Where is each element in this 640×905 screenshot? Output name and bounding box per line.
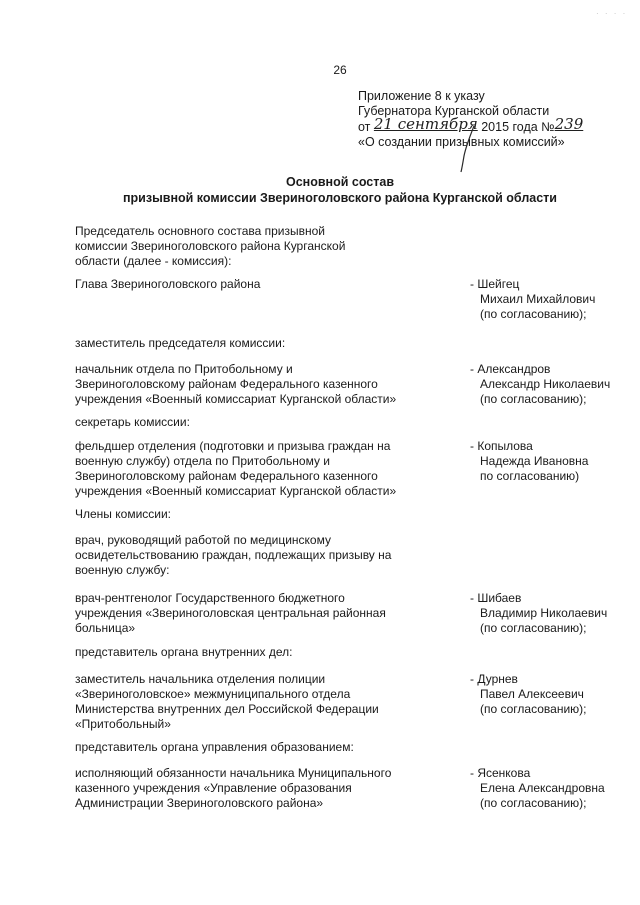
list-item-doctor (75, 591, 615, 636)
list-item-secretary (75, 439, 615, 499)
police-label: представитель органа внутренних дел: (75, 645, 293, 659)
person-block (470, 766, 615, 811)
handwritten-date: 21 сентября (373, 115, 478, 133)
person-name: Владимир Николаевич (480, 606, 608, 620)
person-block (470, 362, 615, 407)
appendix-line-3 (358, 115, 628, 135)
position-text: фельдшер отделения (подготовки и призыва граждан на военную службу) отдела по Притобольному и Звериноголовскому районам Федерального казенного учреждения «Военный комиссариат Курганской области» (75, 439, 397, 498)
appendix-line-4: «О создании призывных комиссий» (358, 135, 565, 149)
scan-marks: · · · · (596, 9, 628, 18)
commission-list (75, 224, 615, 811)
list-item-chairman (75, 277, 615, 322)
person-surname: - Ясенкова (470, 766, 531, 780)
person-note: (по согласованию); (480, 702, 587, 716)
list-item-deputy (75, 362, 615, 407)
position-text: врач-рентгенолог Государственного бюджетного учреждения «Звериноголовская центральная районная больница» (75, 591, 386, 635)
person-note: (по согласованию); (480, 796, 587, 810)
document-title (60, 174, 620, 206)
person-name: Елена Александровна (480, 781, 605, 795)
person-name: Михаил Михайлович (480, 292, 596, 306)
education-label: представитель органа управления образованием: (75, 740, 354, 754)
person-surname: - Копылова (470, 439, 533, 453)
doctor-label: врач, руководящий работой по медицинскому освидетельствованию граждан, подлежащих призыву на военную службу: (75, 533, 392, 577)
title-line-2: призывной комиссии Звериноголовского района Курганской области (123, 191, 557, 205)
person-block (470, 277, 615, 322)
title-line-1: Основной состав (285, 175, 395, 189)
person-surname: - Дурнев (470, 672, 518, 686)
appendix-line-2: Губернатора Курганской области (358, 104, 550, 118)
list-item-police (75, 672, 615, 732)
appendix-from-label: от (358, 120, 371, 134)
handwritten-number: 239 (554, 115, 584, 133)
person-note: по согласованию) (480, 469, 580, 483)
appendix-line-1: Приложение 8 к указу (358, 89, 485, 103)
appendix-year-label: 2015 года № (481, 120, 555, 134)
person-block (470, 591, 615, 636)
person-surname: - Шейгец (470, 277, 520, 291)
person-note: (по согласованию); (480, 307, 587, 321)
position-text: Глава Звериноголовского района (75, 277, 261, 291)
person-note: (по согласованию); (480, 392, 587, 406)
person-surname: - Шибаев (470, 591, 522, 605)
position-text: заместитель начальника отделения полиции «Звериноголовское» межмуниципального отдела Министерства внутренних дел Российской Федерации «Притобольный» (75, 672, 379, 731)
members-label: Члены комиссии: (75, 507, 172, 521)
page-number: 26 (333, 63, 347, 77)
position-text: исполняющий обязанности начальника Муниципального казенного учреждения «Управление образования Администрации Звериноголовского района» (75, 766, 392, 810)
person-name: Надежда Ивановна (480, 454, 589, 468)
person-surname: - Александров (470, 362, 551, 376)
appendix-header (358, 89, 628, 150)
signature-stroke-icon (452, 124, 482, 174)
person-block (470, 439, 615, 499)
deputy-label: заместитель председателя комиссии: (75, 336, 286, 350)
person-name: Александр Николаевич (480, 377, 611, 391)
person-name: Павел Алексеевич (480, 687, 584, 701)
person-note: (по согласованию); (480, 621, 587, 635)
list-item-education (75, 766, 615, 811)
position-text: начальник отдела по Притобольному и Звериноголовскому районам Федерального казенного учреждения «Военный комиссариат Курганской области» (75, 362, 397, 406)
person-block (470, 672, 615, 732)
secretary-label: секретарь комиссии: (75, 415, 190, 429)
intro-text: Председатель основного состава призывной комиссии Звериноголовского района Курганской области (далее - комиссия): (75, 224, 346, 268)
